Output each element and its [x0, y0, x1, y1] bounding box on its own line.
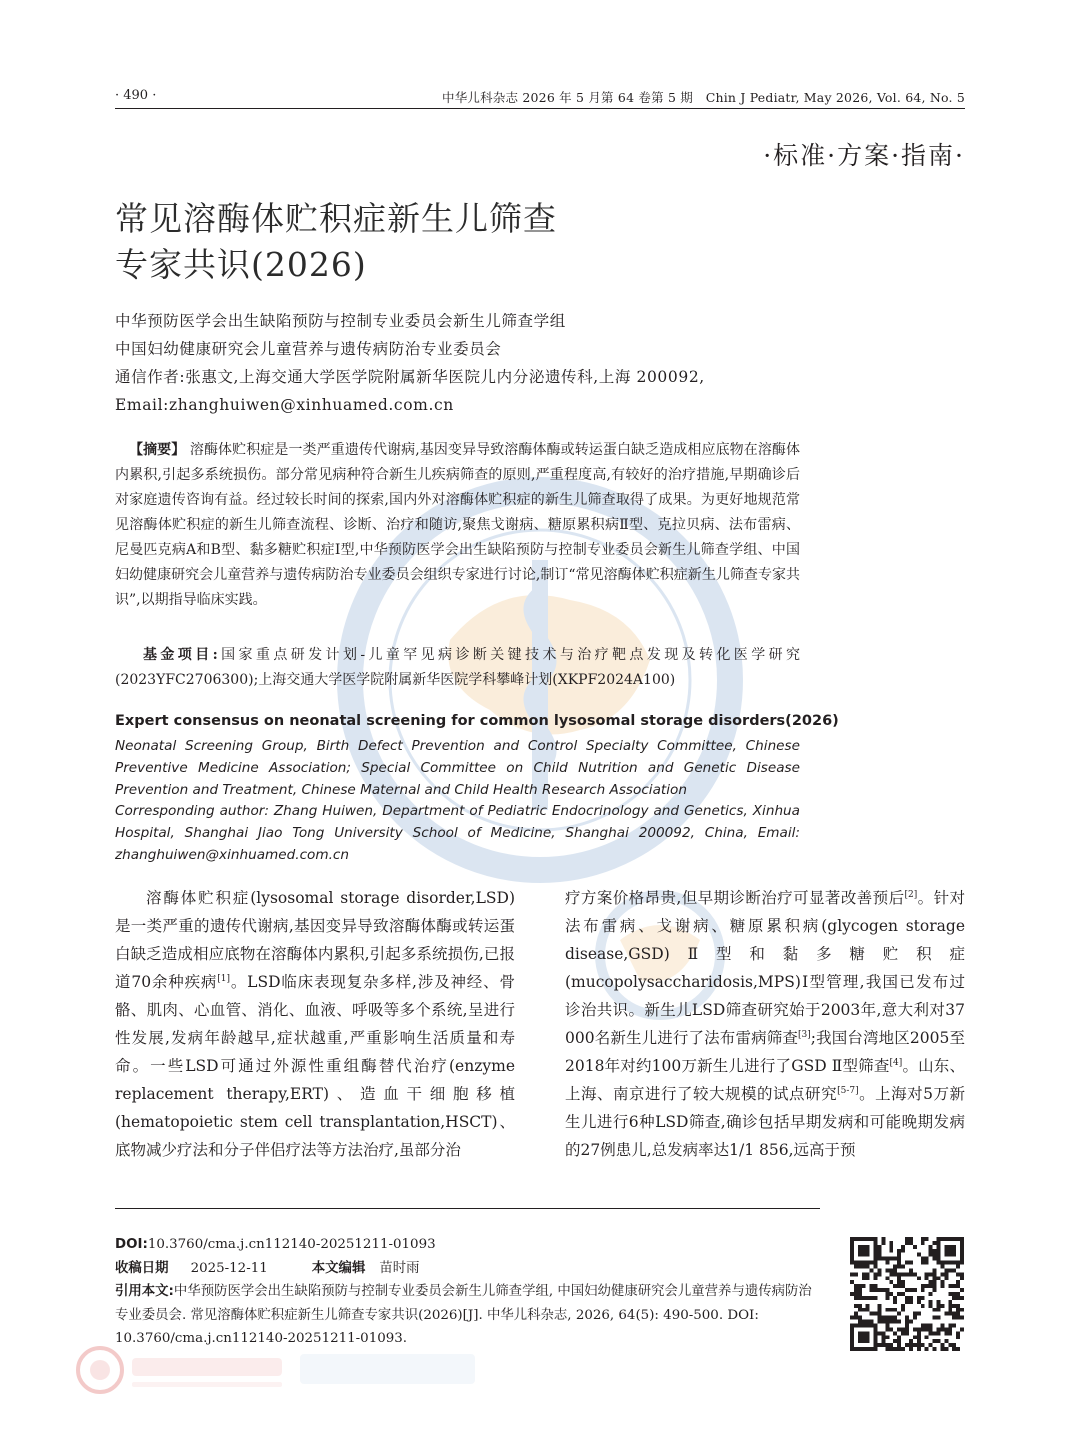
funding — [115, 643, 800, 693]
body-text: 溶酶体贮积症(lysosomal storage disorder,LSD)是一类严重的遗传代谢病,基因变异导致溶酶体酶或转运蛋白缺乏造成相应底物在溶酶体内累积,引起多系统损伤,已报道70余种疾病 — [115, 889, 515, 991]
author-block — [115, 307, 705, 419]
body-column-right — [565, 884, 965, 1164]
citation-label: 引用本文: — [115, 1284, 174, 1299]
reference-link[interactable]: [1] — [217, 973, 230, 984]
article-title — [115, 196, 557, 288]
received-label: 收稿日期 — [115, 1260, 169, 1276]
english-abstract — [115, 736, 800, 867]
reference-link[interactable]: [3] — [798, 1029, 811, 1040]
english-authors: Neonatal Screening Group, Birth Defect Prevention and Control Specialty Committee, Chinese Preventive Medicine Association; Special Committee on Child Nutrition and Genetic Disease Prevention and Treatment, Chinese Maternal and Child Health Research Association — [115, 738, 800, 798]
author-org-1: 中华预防医学会出生缺陷预防与控制专业委员会新生儿筛查学组 — [115, 312, 566, 330]
doi-line — [115, 1233, 825, 1257]
footer-rule — [115, 1208, 820, 1209]
body-text: 。针对法布雷病、戈谢病、糖原累积病(glycogen storage disease,GSD)Ⅱ型和黏多糖贮积症(mucopolysaccharidosis,MPS)Ⅰ型管理,我国已发布过诊治共识。新生儿LSD筛查研究始于2003年,意大利对37 000名新生儿进行了法布雷病筛查 — [565, 889, 965, 1047]
reference-link[interactable]: [2] — [904, 889, 918, 900]
english-title: Expert consensus on neonatal screening for common lysosomal storage disorders(2026) — [115, 713, 839, 729]
received-date: 2025-12-11 — [190, 1260, 268, 1276]
doi-value[interactable]: 10.3760/cma.j.cn112140-20251211-01093 — [147, 1237, 436, 1252]
body-text: 。山东、上海、南京进行了较大规模的试点研究 — [565, 1057, 965, 1103]
publisher-logo-watermark — [70, 1340, 490, 1400]
body-text: 疗方案价格昂贵,但早期诊断治疗可显著改善预后 — [565, 889, 905, 907]
abstract — [115, 438, 800, 613]
reference-link[interactable]: [4] — [889, 1057, 903, 1068]
received-line — [115, 1257, 825, 1281]
abstract-text: 溶酶体贮积症是一类严重遗传代谢病,基因变异导致溶酶体酶或转运蛋白缺乏造成相应底物在溶酶体内累积,引起多系统损伤。部分常见病种符合新生儿疾病筛查的原则,严重程度高,有较好的治疗措施,早期确诊后对家庭遗传咨询有益。经过较长时间的探索,国内外对溶酶体贮积症的新生儿筛查取得了成果。为更好地规范常见溶酶体贮积症的新生儿筛查流程、诊断、治疗和随访,聚焦戈谢病、糖原累积病Ⅱ型、克拉贝病、法布雷病、尼曼匹克病A和B型、黏多糖贮积症Ⅰ型,中华预防医学会出生缺陷预防与控制专业委员会新生儿筛查学组、中国妇幼健康研究会儿童营养与遗传病防治专业委员会组织专家进行讨论,制订“常见溶酶体贮积症新生儿筛查专家共识”,以期指导临床实践。 — [115, 442, 800, 608]
header-rule — [115, 108, 965, 109]
qr-code-icon[interactable] — [850, 1237, 964, 1351]
journal-citation: 中华儿科杂志 2026 年 5 月第 64 卷第 5 期 Chin J Pediatr, May 2026, Vol. 64, No. 5 — [442, 90, 965, 105]
funding-text: 国家重点研发计划-儿童罕见病诊断关键技术与治疗靶点发现及转化医学研究(2023YFC2706300);上海交通大学医学院附属新华医院学科攀峰计划(XKPF2024A100) — [115, 647, 800, 688]
citation-text: 中华预防医学会出生缺陷预防与控制专业委员会新生儿筛查学组, 中国妇幼健康研究会儿童营养与遗传病防治专业委员会. 常见溶酶体贮积症新生儿筛查专家共识(2026)[J]. 中华儿科杂志, 2026, 64(5): 490-500. DOI: 10.3760/cma.j.cn112140-20251211-01093. — [115, 1284, 812, 1346]
funding-label: 基金项目: — [143, 647, 218, 663]
page-number: · 490 · — [115, 88, 157, 103]
english-corresponding: Corresponding author: Zhang Huiwen, Department of Pediatric Endocrinology and Genetics, Xinhua Hospital, Shanghai Jiao Tong University School of Medicine, Shanghai 200092, China, Email: zhanghuiwen@xinhuamed.com.cn — [115, 803, 800, 863]
section-label: ·标准·方案·指南· — [763, 141, 965, 170]
body-text: 。上海对5万新生儿进行6种LSD筛查,确诊包括早期发病和可能晚期发病的27例患儿,总发病率达1/1 856,远高于预 — [565, 1085, 965, 1159]
body-text: ;我国台湾地区2005至2018年对约100万新生儿进行了GSD Ⅱ型筛查 — [565, 1029, 966, 1075]
author-email: Email:zhanghuiwen@xinhuamed.com.cn — [115, 396, 454, 414]
footer-info — [115, 1233, 825, 1351]
doi-label: DOI: — [115, 1237, 148, 1252]
author-org-2: 中国妇幼健康研究会儿童营养与遗传病防治专业委员会 — [115, 340, 502, 358]
title-line-1: 常见溶酶体贮积症新生儿筛查 — [115, 199, 557, 238]
reference-link[interactable]: [5-7] — [837, 1085, 859, 1096]
body-text: 。LSD临床表现复杂多样,涉及神经、骨骼、肌肉、心血管、消化、血液、呼吸等多个系统,呈进行性发展,发病年龄越早,症状越重,严重影响生活质量和寿命。一些LSD可通过外源性重组酶替代治疗(enzyme replacement therapy,ERT)、造血干细胞移植(hematopoietic stem cell transplantation,HSCT)、底物减少疗法和分子伴侣疗法等方法治疗,虽部分治 — [115, 973, 515, 1159]
title-line-2: 专家共识(2026) — [115, 245, 367, 284]
corresponding-author: 通信作者:张惠文,上海交通大学医学院附属新华医院儿内分泌遗传科,上海 200092, — [115, 368, 705, 386]
editor-name: 苗时雨 — [379, 1260, 420, 1276]
abstract-label: 【摘要】 — [129, 442, 186, 458]
body-column-left — [115, 884, 515, 1164]
editor-label: 本文编辑 — [311, 1260, 366, 1276]
